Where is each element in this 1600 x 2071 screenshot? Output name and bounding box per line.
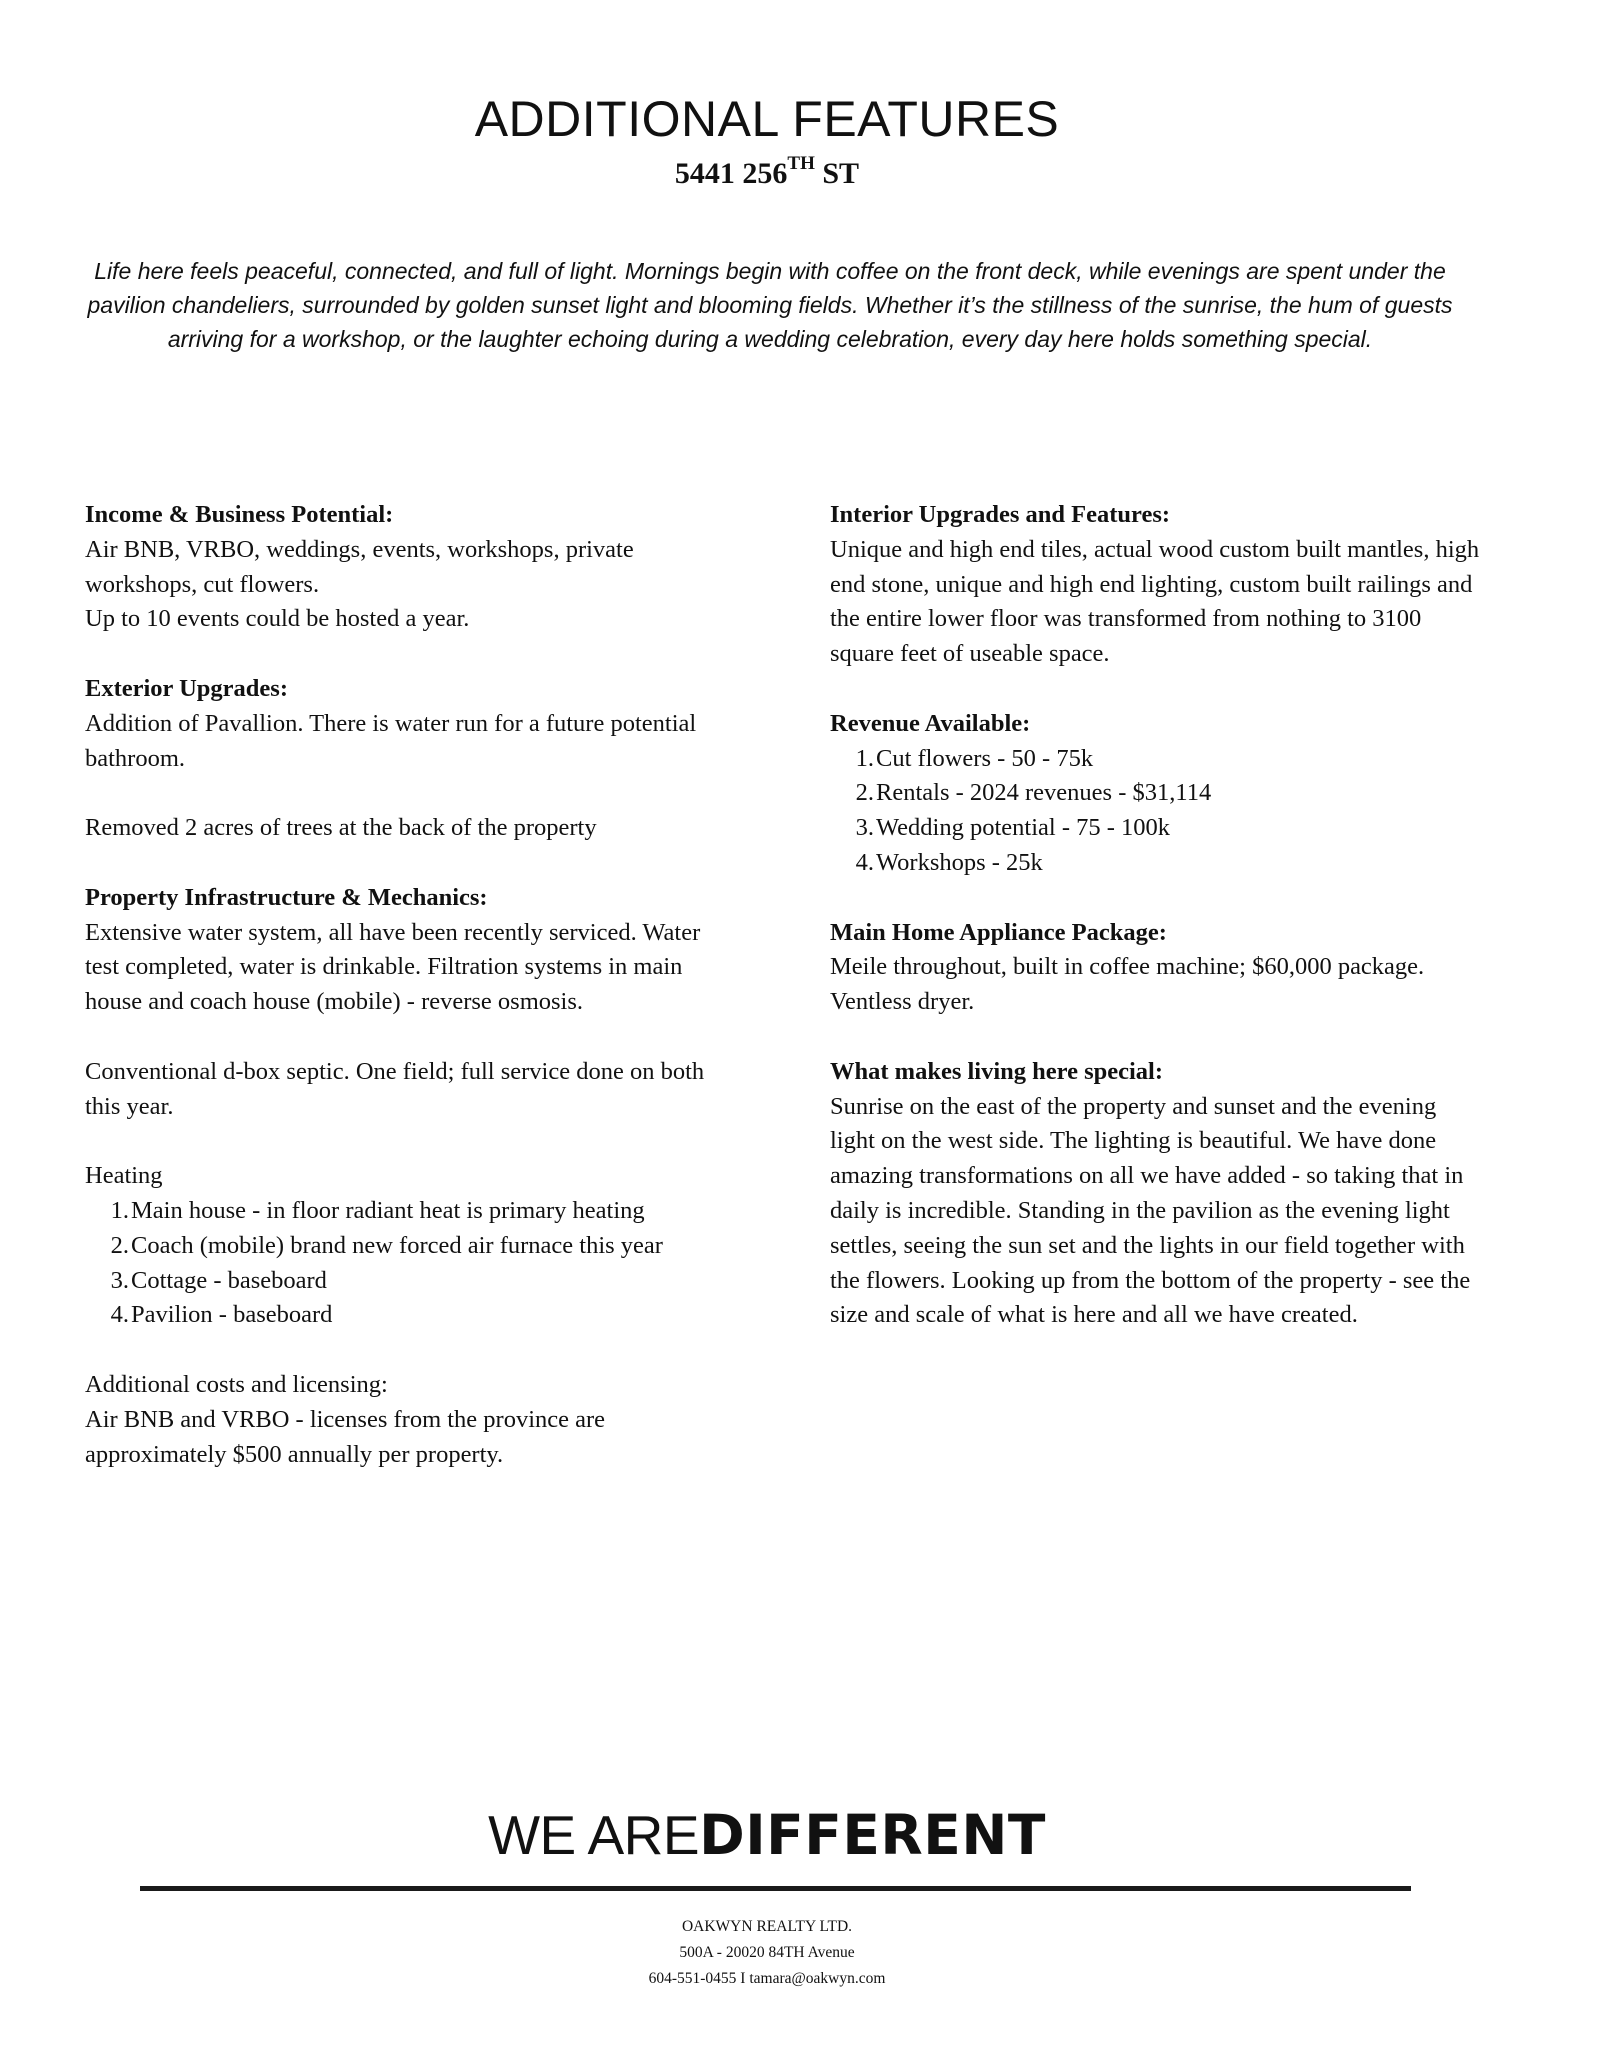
special-text: Sunrise on the east of the property and sunset and the evening light on the west side. The lighting is beautiful. We have done amazing transformations on all we have added - so taking that in daily is incredible. Standing in the pavilion as the evening light settles, seeing the sun set and the lights in our field together with the flowers. Looking up from the bottom of the property - see the size and scale of what is here and all we have created. [830, 1092, 1471, 1329]
revenue-heading: Revenue Available: [830, 709, 1031, 737]
heating-section [85, 1159, 735, 1333]
footer [0, 1914, 1534, 1992]
appliance-text: Meile throughout, built in coffee machine; $60,000 package. Ventless dryer. [830, 953, 1425, 1016]
list-item-number: 1. [855, 744, 874, 772]
slogan-light: WE ARE [488, 1804, 700, 1866]
appliance-section [830, 916, 1480, 1020]
interior-heading: Interior Upgrades and Features: [830, 501, 1171, 528]
list-item-number: 1. [110, 1196, 129, 1224]
list-item [830, 742, 1480, 777]
list-item-text: Wedding potential - 75 - 100k [876, 814, 1171, 842]
brand-slogan [0, 1803, 1534, 1867]
list-item-number: 3. [110, 1266, 129, 1294]
slogan-bold: DIFFERENT [699, 1803, 1046, 1867]
heating-list [85, 1194, 735, 1333]
property-address [0, 153, 1534, 192]
costs-text: Air BNB and VRBO - licenses from the province are approximately $500 annually per property. [85, 1405, 606, 1468]
list-item-number: 3. [855, 814, 874, 842]
list-item-text: Main house - in floor radiant heat is primary heating [131, 1196, 645, 1224]
list-item [85, 1264, 735, 1299]
exterior-text-2: Removed 2 acres of trees at the back of the property [85, 814, 597, 842]
costs-section [85, 1368, 735, 1472]
revenue-section [830, 707, 1480, 881]
list-item [830, 776, 1480, 811]
footer-address: 500A - 20020 84TH Avenue [679, 1944, 855, 1961]
list-item-number: 4. [110, 1301, 129, 1329]
income-section [85, 498, 735, 637]
footer-company: OAKWYN REALTY LTD. [681, 1918, 853, 1935]
infrastructure-text-2: Conventional d-box septic. One field; full service done on both this year. [85, 1057, 705, 1120]
exterior-text-1: Addition of Pavallion. There is water run for a future potential bathroom. [85, 709, 697, 772]
list-item-number: 4. [855, 848, 874, 876]
exterior-section [85, 672, 735, 846]
special-section [830, 1055, 1480, 1333]
list-item [85, 1229, 735, 1264]
intro-paragraph: Life here feels peaceful, connected, and full of light. Mornings begin with coffee on the front deck, while evenings are spent under the pavilion chandeliers, surrounded by golden sunset light and blooming fields. Whether it’s the stillness of the sunrise, the hum of guests arriving for a workshop, or the laughter echoing during a wedding celebration, every day here holds something special. [87, 258, 1453, 352]
list-item-text: Pavilion - baseboard [131, 1301, 333, 1329]
income-line-2: Up to 10 events could be hosted a year. [85, 605, 470, 633]
infrastructure-heading: Property Infrastructure & Mechanics: [85, 883, 488, 911]
left-column [85, 498, 735, 1507]
revenue-list [830, 742, 1480, 881]
interior-section [830, 498, 1480, 672]
address-suffix: ST [814, 157, 860, 190]
list-item [85, 1298, 735, 1333]
special-heading: What makes living here special: [830, 1057, 1164, 1085]
costs-heading: Additional costs and licensing: [85, 1370, 388, 1398]
heating-heading: Heating [85, 1162, 163, 1190]
list-item-number: 2. [855, 779, 874, 807]
list-item-text: Rentals - 2024 revenues - $31,114 [876, 779, 1212, 807]
list-item-number: 2. [110, 1231, 129, 1259]
list-item-text: Coach (mobile) brand new forced air furnace this year [131, 1231, 663, 1259]
list-item-text: Workshops - 25k [876, 848, 1043, 876]
footer-divider [140, 1886, 1411, 1891]
list-item-text: Cut flowers - 50 - 75k [876, 744, 1094, 772]
appliance-heading: Main Home Appliance Package: [830, 918, 1167, 946]
income-line-1: Air BNB, VRBO, weddings, events, workshops, private workshops, cut flowers. [85, 535, 634, 598]
address-superscript: TH [787, 153, 815, 174]
footer-contact: 604-551-0455 I tamara@oakwyn.com [648, 1970, 886, 1987]
income-heading: Income & Business Potential: [85, 501, 394, 528]
list-item [830, 811, 1480, 846]
list-item-text: Cottage - baseboard [131, 1266, 327, 1294]
address-number: 5441 256 [674, 157, 788, 190]
list-item [830, 846, 1480, 881]
right-column [830, 498, 1480, 1368]
infrastructure-text-1: Extensive water system, all have been recently serviced. Water test completed, water is drinkable. Filtration systems in main house and coach house (mobile) - reverse osmosis. [85, 918, 701, 1016]
list-item [85, 1194, 735, 1229]
exterior-heading: Exterior Upgrades: [85, 674, 288, 702]
interior-text: Unique and high end tiles, actual wood custom built mantles, high end stone, unique and high end lighting, custom built railings and the entire lower floor was transformed from nothing to 3100 square feet of useable space. [830, 535, 1480, 668]
page-title: ADDITIONAL FEATURES [474, 91, 1060, 147]
infrastructure-section [85, 881, 735, 1125]
